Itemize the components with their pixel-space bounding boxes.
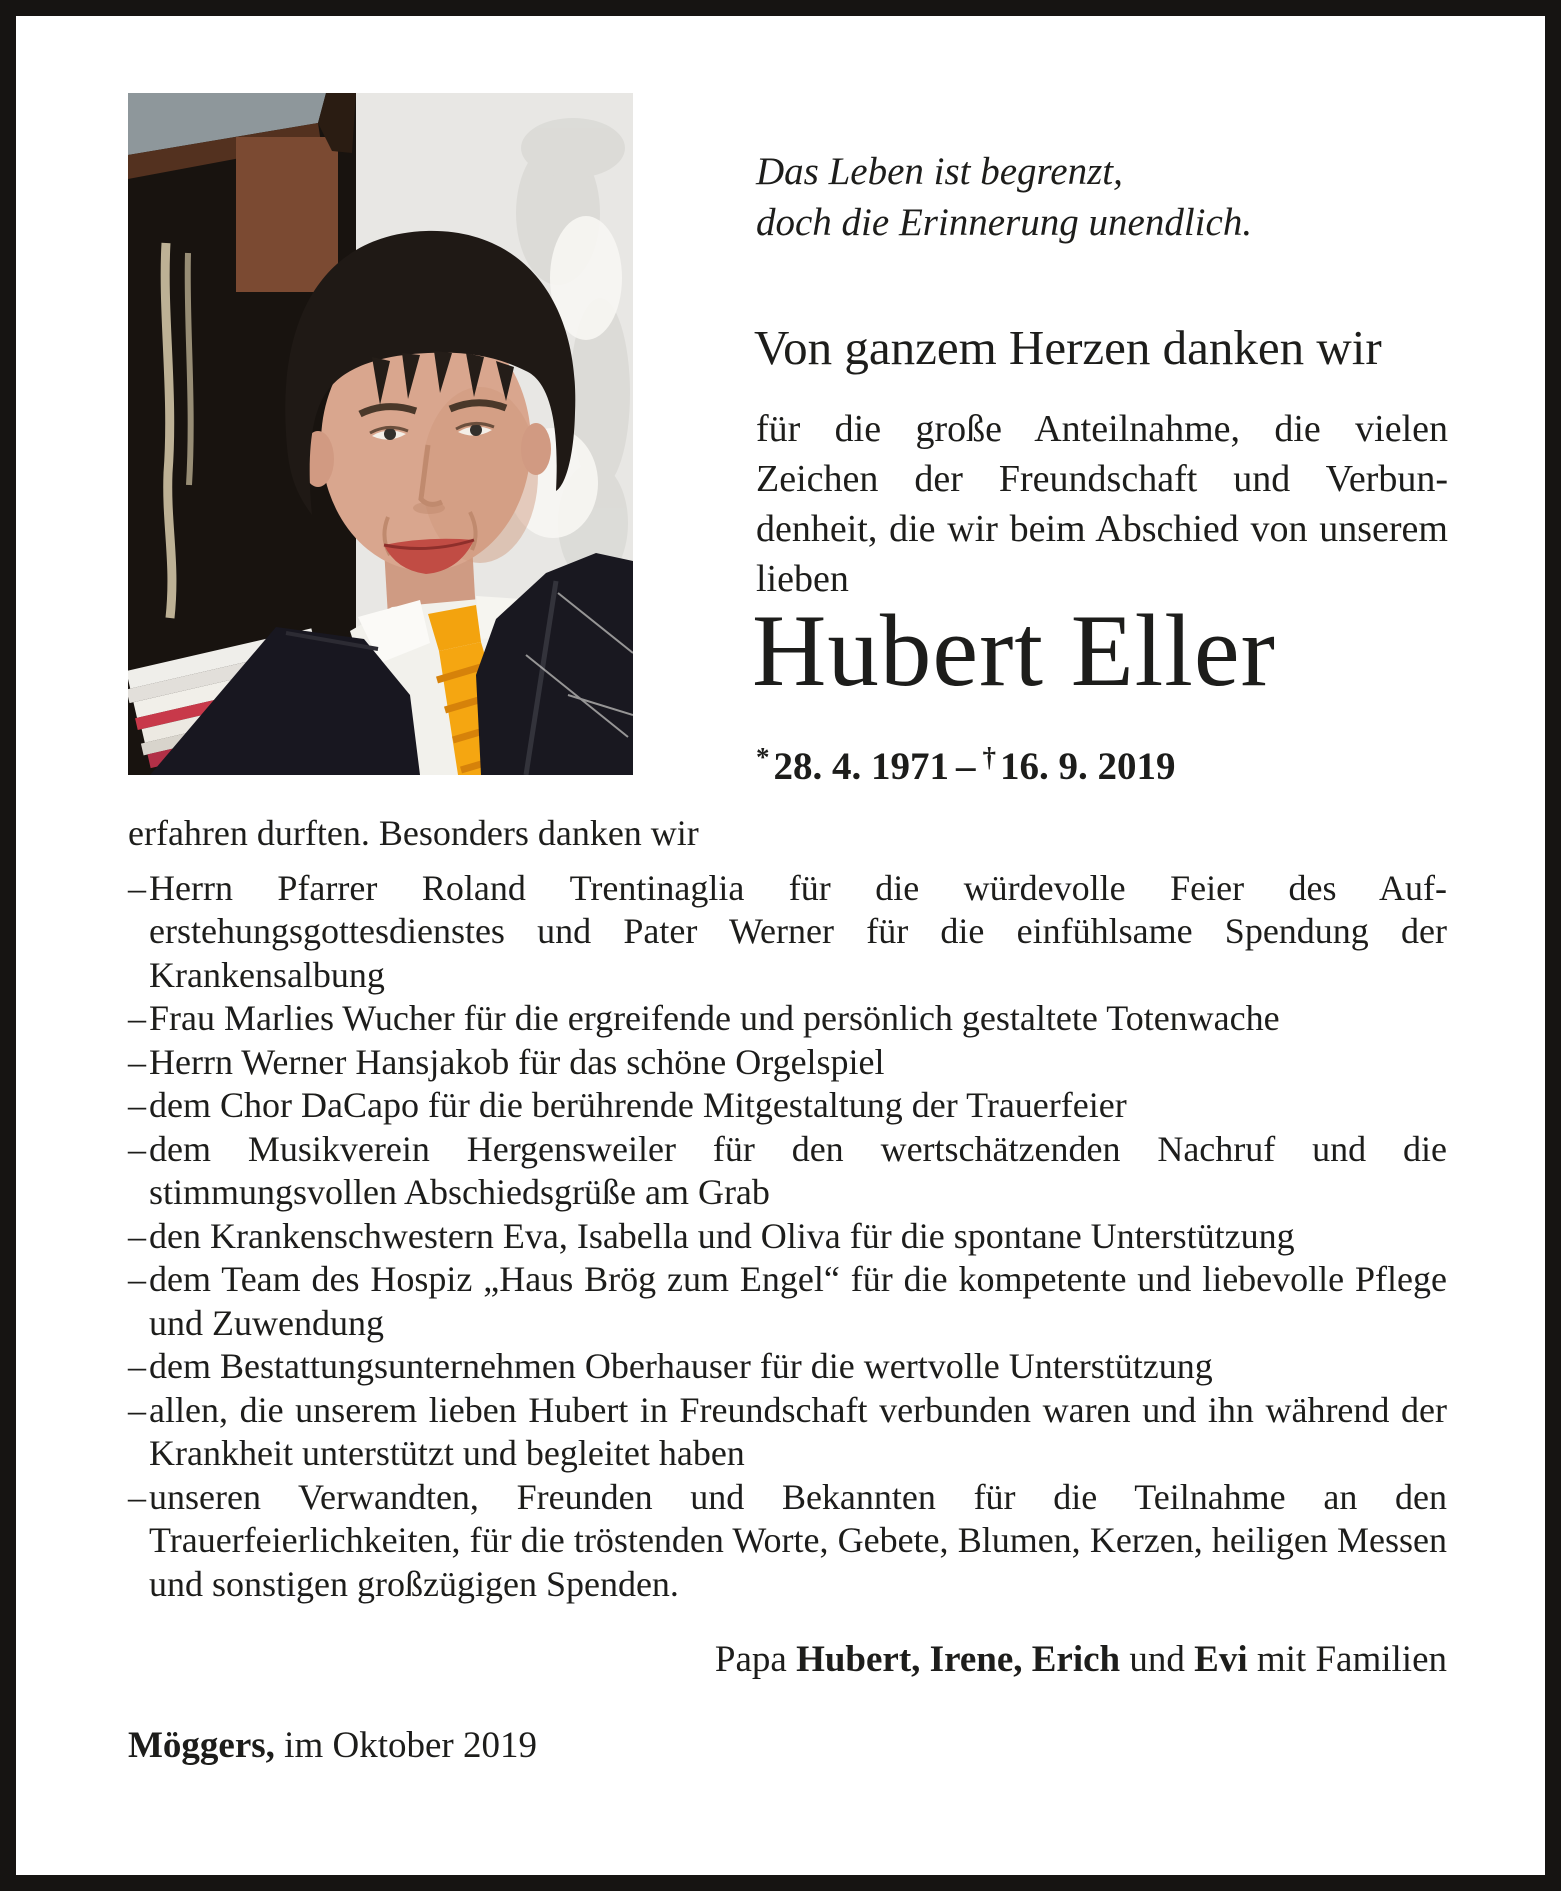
- list-dash-marker: –: [128, 1259, 146, 1299]
- list-dash-marker: –: [128, 1041, 146, 1082]
- list-dash-marker: –: [128, 1476, 146, 1517]
- thanks-list-item: [128, 1084, 1447, 1128]
- thanks-list-item: [128, 997, 1447, 1041]
- list-dash-marker: –: [128, 1389, 146, 1430]
- date-text: im Oktober 2019: [274, 1724, 537, 1766]
- deceased-name: Hubert Eller: [752, 594, 1276, 708]
- dates-separator: –: [956, 745, 976, 788]
- signature-text: und: [1120, 1639, 1195, 1680]
- thanks-item-text: dem Team des Hospiz „Haus Brög zum Engel“ für die kompetente und liebevolle Pflege und Zuwendung: [149, 1259, 1447, 1343]
- thanks-list-item: [128, 1389, 1447, 1476]
- epigraph-line-2: doch die Erinnerung unendlich.: [756, 201, 1253, 244]
- thanks-list-item: [128, 1258, 1447, 1345]
- epigraph-line-1: Das Leben ist begrenzt,: [756, 150, 1123, 193]
- thanks-list-item: [128, 867, 1447, 998]
- death-date: 16. 9. 2019: [1000, 745, 1176, 788]
- thanks-list-item: [128, 1128, 1447, 1215]
- epigraph-quote: [756, 146, 1456, 248]
- family-member-name: Evi: [1194, 1639, 1248, 1680]
- list-dash-marker: –: [128, 1085, 146, 1125]
- portrait-photo-illustration: [128, 93, 633, 775]
- intro-paragraph: für die große Anteilnahme, die vielen Zeichen der Freundschaft und Verbundenheit, die wir beim Abschied von unserem lieben: [756, 408, 1448, 600]
- body-text: [128, 812, 1447, 1767]
- thanks-item-text: allen, die unserem lieben Hubert in Freundschaft verbunden waren und ihn während der Krankheit unterstützt und begleitet haben: [149, 1389, 1447, 1473]
- thanks-item-text: dem Musikverein Hergensweiler für den wertschätzenden Nachruf und die stimmungsvollen Abschiedsgrüße am Grab: [149, 1128, 1447, 1212]
- thanks-list-item: [128, 1476, 1447, 1607]
- thanks-list-item: [128, 1345, 1447, 1389]
- thanks-item-text: dem Bestattungsunternehmen Oberhauser für die wertvolle Unterstützung: [149, 1346, 1213, 1386]
- list-dash-marker: –: [128, 1128, 146, 1169]
- thanks-item-text: unseren Verwandten, Freunden und Bekannten für die Teilnahme an den Trauerfeierlichkeiten, für die tröstenden Worte, Gebete, Blumen, Kerzen, heiligen Messen und sonstigen großzügigen Spenden.: [149, 1476, 1447, 1604]
- signature-line: [128, 1638, 1447, 1682]
- thanks-item-text: den Krankenschwestern Eva, Isabella und Oliva für die spontane Unterstützung: [149, 1215, 1295, 1256]
- thanks-list: [128, 867, 1447, 1607]
- signature-text: mit Familien: [1247, 1639, 1447, 1680]
- birth-star-symbol: *: [756, 742, 770, 772]
- thanks-list-item: [128, 1041, 1447, 1085]
- place-and-date: [128, 1724, 1447, 1768]
- thanks-list-item: [128, 1215, 1447, 1259]
- thanks-item-text: Frau Marlies Wucher für die ergreifende und persönlich gestaltete Totenwache: [149, 998, 1280, 1038]
- death-cross-symbol: †: [982, 742, 996, 772]
- list-dash-marker: –: [128, 867, 146, 908]
- place-name: Möggers,: [128, 1724, 275, 1766]
- thanks-item-text: Herrn Pfarrer Roland Trentinaglia für die würdevolle Feier des Auferstehungsgottesdienstes und Pater Werner für die einfühlsame Spendung der Krankensalbung: [149, 867, 1447, 995]
- continuation-line: erfahren durften. Besonders danken wir: [128, 813, 699, 853]
- list-dash-marker: –: [128, 1215, 146, 1256]
- list-dash-marker: –: [128, 1346, 146, 1386]
- family-member-name: Hubert, Irene, Erich: [796, 1639, 1121, 1680]
- thanks-item-text: Herrn Werner Hansjakob für das schöne Orgelspiel: [149, 1041, 885, 1082]
- signature-text: Papa: [714, 1639, 797, 1680]
- list-dash-marker: –: [128, 998, 146, 1038]
- birth-date: 28. 4. 1971: [773, 745, 949, 788]
- thanks-item-text: dem Chor DaCapo für die berührende Mitgestaltung der Trauerfeier: [149, 1085, 1127, 1125]
- life-dates: [756, 742, 1176, 789]
- portrait-photo: [128, 93, 633, 775]
- thanks-heading: Von ganzem Herzen danken wir: [754, 320, 1382, 375]
